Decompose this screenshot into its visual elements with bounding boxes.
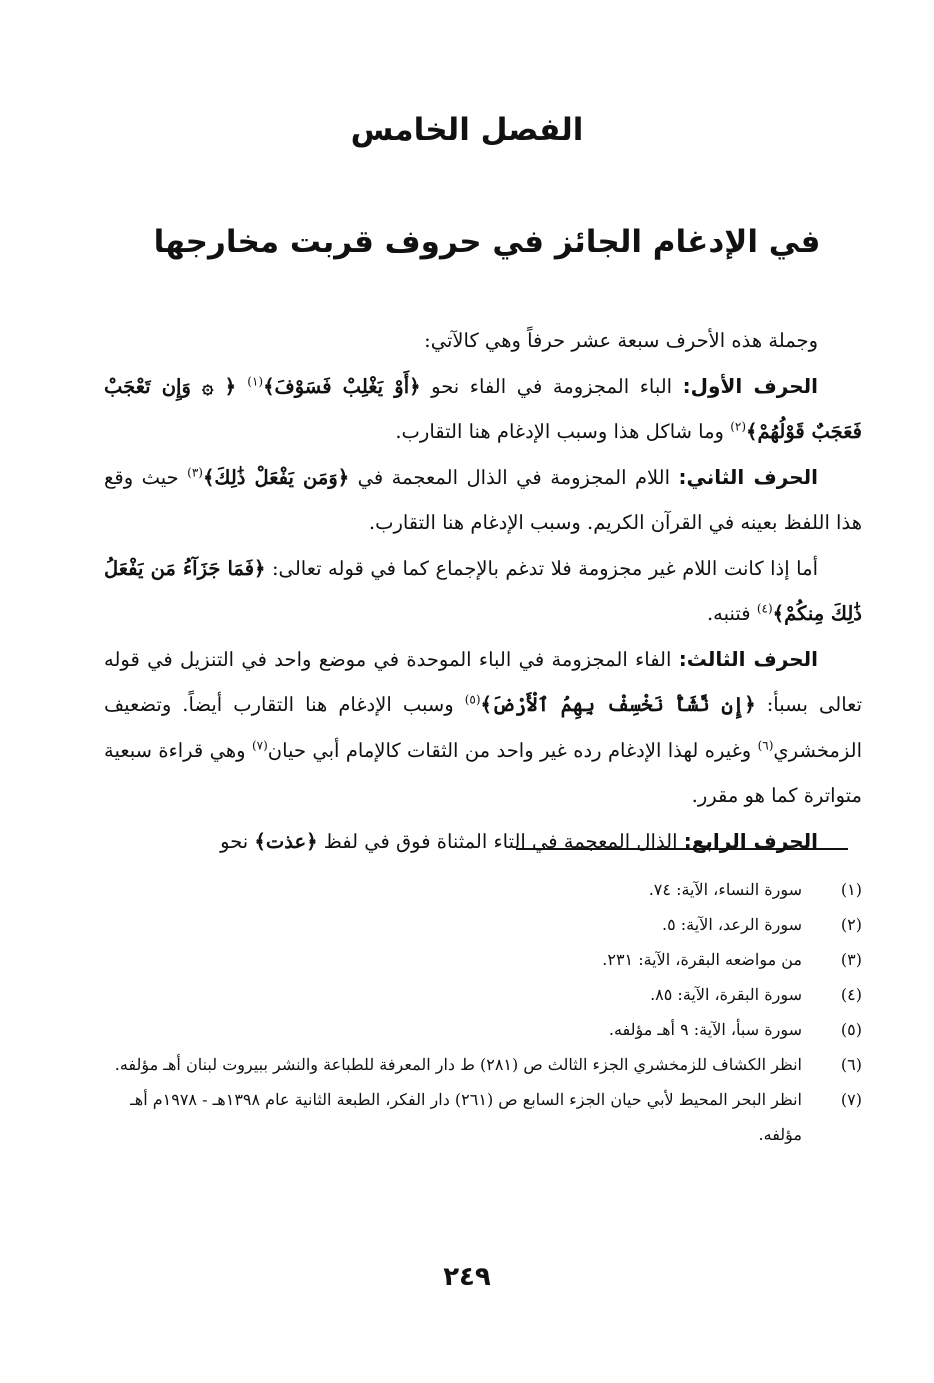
- letter-4-text-1: الذال المعجمة في التاء المثناة فوق في لفظ: [317, 829, 684, 853]
- footnote-text: سورة الرعد، الآية: ٥.: [662, 915, 802, 934]
- footnote-ref-3: (٣): [187, 465, 203, 479]
- chapter-title: الفصل الخامس: [350, 112, 584, 148]
- letter-1-quran-quote-1: ﴿أَوْ يَغْلِبْ فَسَوْفَ﴾: [263, 374, 421, 398]
- footnote-ref-7: (٧): [251, 738, 268, 752]
- letter-4-label: الحرف الرابع:: [683, 828, 818, 853]
- paragraph-letter-4: [104, 819, 862, 865]
- letter-3-text-1: الفاء المجزومة في الباء الموحدة في موضع واحد في التنزيل في قوله تعالى بسبأ:: [104, 647, 862, 716]
- footnote-ref-5: (٥): [464, 692, 481, 707]
- footnote-number: (٢): [840, 915, 862, 934]
- footnote-number: (٧): [840, 1090, 862, 1109]
- footnote-text: من مواضعه البقرة، الآية: ٢٣١.: [602, 950, 802, 969]
- footnote-text: سورة النساء، الآية: ٧٤.: [648, 880, 802, 899]
- footnote-ref-6: (٦): [757, 738, 774, 752]
- footnote-text: انظر الكشاف للزمخشري الجزء الثالث ص (٢٨١) ط دار المعرفة للطباعة والنشر ببيروت لبنان أهـ مؤلفه.: [114, 1055, 802, 1074]
- footnote-item: [102, 977, 862, 1012]
- paragraph-amma: [104, 546, 862, 637]
- amma-quran-quote: ﴿فَمَا جَزَآءُ مَن يَفْعَلُ ذَٰلِكَ مِنكُمْ﴾: [104, 556, 862, 625]
- footnotes: [102, 872, 862, 1152]
- main-text: [104, 318, 862, 864]
- footnote-item: [102, 1012, 862, 1047]
- footnote-number: (٤): [840, 985, 862, 1004]
- letter-3-quran-quote: ﴿إِن نَّشَأْ نَخْسِفْ بِهِمُ ٱلْأَرْضَ﴾: [480, 693, 756, 716]
- footnote-divider: [516, 848, 848, 850]
- footnote-item: [102, 872, 862, 907]
- footnote-text: سورة البقرة، الآية: ٨٥.: [650, 985, 802, 1004]
- footnote-item: [102, 942, 862, 977]
- footnote-item: [102, 1082, 862, 1152]
- footnote-item: [102, 1047, 862, 1082]
- footnote-ref-2: (٢): [730, 419, 747, 434]
- amma-text-2: فتنبه.: [706, 602, 757, 625]
- footnote-ref-1: (١): [247, 374, 264, 388]
- footnote-number: (١): [840, 880, 862, 899]
- footnote-number: (٥): [840, 1020, 862, 1039]
- letter-1-label: الحرف الأول:: [682, 373, 818, 398]
- letter-2-quran-quote: ﴿وَمَن يَفْعَلْ ذَٰلِكَ﴾: [202, 465, 350, 489]
- paragraph-letter-2: [104, 455, 862, 546]
- letter-3-text-4: وهي قراءة سبعية متواترة كما هو مقرر.: [104, 738, 862, 807]
- letter-1-quran-quote-2: ﴿ ۞ وَإِن تَعْجَبْ فَعَجَبٌ قَوْلُهُمْ﴾: [104, 374, 862, 443]
- paragraph-letter-1: [104, 364, 862, 455]
- footnote-item: [102, 907, 862, 942]
- letter-2-text-2: حيث وقع هذا اللفظ بعينه في القرآن الكريم. وسبب الإدغام هنا التقارب.: [104, 465, 862, 534]
- letter-2-label: الحرف الثاني:: [678, 464, 818, 489]
- letter-3-text-3: وغيره لهذا الإدغام رده غير واحد من الثقات كالإمام أبي حيان: [267, 738, 758, 762]
- page-number: ٢٤٩: [443, 1262, 491, 1292]
- paragraph-letter-3: [104, 637, 862, 819]
- footnote-number: (٦): [840, 1055, 862, 1074]
- section-title: في الإدغام الجائز في حروف قربت مخارجها: [153, 224, 821, 260]
- footnote-text: سورة سبأ، الآية: ٩ أهـ مؤلفه.: [608, 1020, 802, 1039]
- letter-3-text-2: وسبب الإدغام هنا التقارب أيضاً. وتضعيف الزمخشري: [104, 693, 862, 762]
- footnote-number: (٣): [840, 950, 862, 969]
- footnote-ref-4: (٤): [756, 601, 773, 616]
- letter-1-text-2: وما شاكل هذا وسبب الإدغام هنا التقارب.: [395, 420, 731, 443]
- letter-2-text-1: اللام المجزومة في الذال المعجمة في: [349, 465, 679, 489]
- amma-text-1: أما إذا كانت اللام غير مجزومة فلا تدغم بالإجماع كما في قوله تعالى:: [265, 556, 818, 580]
- letter-4-quran-quote: ﴿عذت﴾: [254, 829, 318, 853]
- letter-1-text-1: الباء المجزومة في الفاء نحو: [420, 374, 683, 398]
- footnote-text: انظر البحر المحيط لأبي حيان الجزء السابع ص (٢٦١) دار الفكر، الطبعة الثانية عام ١٣٩٨هـ - ١٩٧٨م أهـ مؤلفه.: [130, 1090, 802, 1144]
- letter-4-text-2: نحو: [220, 829, 255, 853]
- letter-3-label: الحرف الثالث:: [678, 646, 818, 671]
- intro-paragraph: وجملة هذه الأحرف سبعة عشر حرفاً وهي كالآتي:: [424, 329, 818, 352]
